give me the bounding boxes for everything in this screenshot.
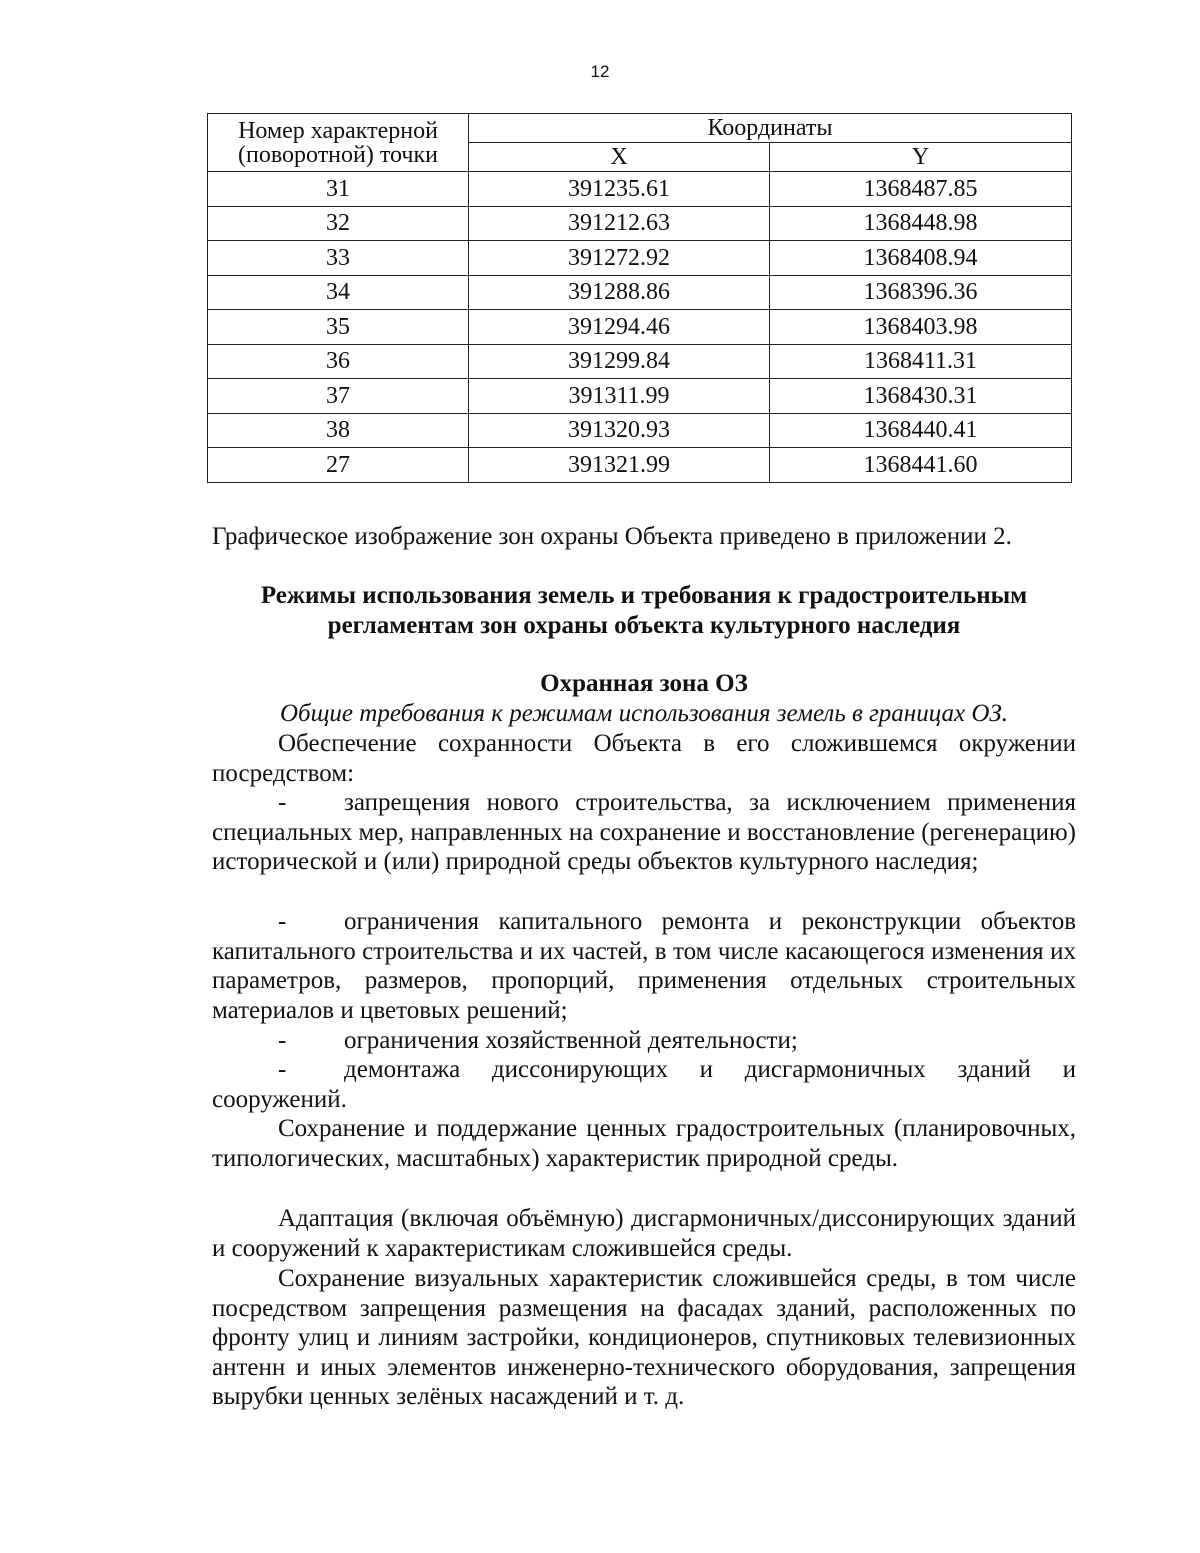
y-header: Y (770, 143, 1072, 172)
y-value: 1368403.98 (770, 310, 1072, 345)
y-value: 1368430.31 (770, 379, 1072, 414)
paragraph-adapt: Адаптация (включая объёмную) дисгармоничных/диссонирующих зданий и сооружений к характеристикам сложившейся среды. (212, 1205, 1076, 1262)
y-value: 1368448.98 (770, 206, 1072, 241)
x-value: 391294.46 (469, 310, 770, 345)
table-row (208, 448, 1072, 483)
point-number: 31 (208, 172, 469, 207)
dash-marker: - (278, 1056, 287, 1083)
x-value: 391320.93 (469, 413, 770, 448)
bullet-dismantling (212, 1055, 1076, 1114)
paragraph-preserve: Сохранение и поддержание ценных градостроительных (планировочных, типологических, масштабных) характеристик природной среды. (212, 1115, 1076, 1172)
table-row (208, 344, 1072, 379)
coordinates-header: Координаты (469, 114, 1072, 143)
y-value: 1368396.36 (770, 275, 1072, 310)
table-row (208, 172, 1072, 207)
y-value: 1368440.41 (770, 413, 1072, 448)
section-title-line-1: Режимы использования земель и требования к градостроительным (260, 582, 1028, 609)
table-row (208, 275, 1072, 310)
bullet-text: демонтажа диссонирующих и дисгармоничных зданий и сооружений. (212, 1056, 1076, 1113)
bullet-new-construction (212, 788, 1076, 877)
x-value: 391311.99 (469, 379, 770, 414)
point-number: 27 (208, 448, 469, 483)
x-value: 391212.63 (469, 206, 770, 241)
zone-subtitle: Общие требования к режимам использования земель в границах ОЗ. (279, 700, 1009, 727)
page-number: 12 (590, 62, 610, 81)
y-value: 1368411.31 (770, 344, 1072, 379)
intro-paragraph: Обеспечение сохранности Объекта в его сложившемся окружении посредством: (212, 730, 1076, 787)
table-header-row (208, 114, 1072, 143)
table-row (208, 206, 1072, 241)
x-value: 391235.61 (469, 172, 770, 207)
bullet-text: ограничения капитального ремонта и реконструкции объектов капитального строительства и их частей, в том числе касающегося изменения их параметров, размеров, пропорций, применения отдельных строительных материалов и цветовых решений; (212, 908, 1076, 1024)
zone-title: Охранная зона ОЗ (540, 670, 748, 697)
point-number: 35 (208, 310, 469, 345)
section-title-line-2: регламентам зон охраны объекта культурного наследия (327, 612, 961, 639)
table-row (208, 310, 1072, 345)
point-number-header: Номер характерной (поворотной) точки (208, 114, 469, 172)
point-number: 34 (208, 275, 469, 310)
bullet-text: запрещения нового строительства, за исключением применения специальных мер, направленных на сохранение и восстановление (регенерацию) исторической и (или) природной среды объектов культурного наследия; (212, 789, 1076, 876)
graphic-note: Графическое изображение зон охраны Объекта приведено в приложении 2. (212, 523, 1012, 550)
point-number: 36 (208, 344, 469, 379)
point-number: 32 (208, 206, 469, 241)
x-value: 391272.92 (469, 241, 770, 276)
table-row (208, 413, 1072, 448)
coordinates-table (207, 113, 1072, 483)
bullet-capital-repair (212, 907, 1076, 1025)
x-header: X (469, 143, 770, 172)
dash-marker: - (278, 789, 287, 816)
y-value: 1368408.94 (770, 241, 1072, 276)
point-number: 38 (208, 413, 469, 448)
table-row (208, 241, 1072, 276)
x-value: 391288.86 (469, 275, 770, 310)
table-row (208, 379, 1072, 414)
dash-marker: - (278, 908, 287, 935)
paragraph-visual: Сохранение визуальных характеристик сложившейся среды, в том числе посредством запрещения размещения на фасадах зданий, расположенных по фронту улиц и линиям застройки, кондиционеров, спутниковых телевизионных антенн и иных элементов инженерно-технического оборудования, запрещения вырубки ценных зелёных насаждений и т. д. (212, 1265, 1076, 1411)
x-value: 391299.84 (469, 344, 770, 379)
y-value: 1368441.60 (770, 448, 1072, 483)
x-value: 391321.99 (469, 448, 770, 483)
dash-marker: - (278, 1027, 287, 1054)
point-number: 33 (208, 241, 469, 276)
point-number: 37 (208, 379, 469, 414)
y-value: 1368487.85 (770, 172, 1072, 207)
bullet-economic-activity (212, 1026, 1076, 1056)
bullet-text: ограничения хозяйственной деятельности; (344, 1027, 798, 1054)
